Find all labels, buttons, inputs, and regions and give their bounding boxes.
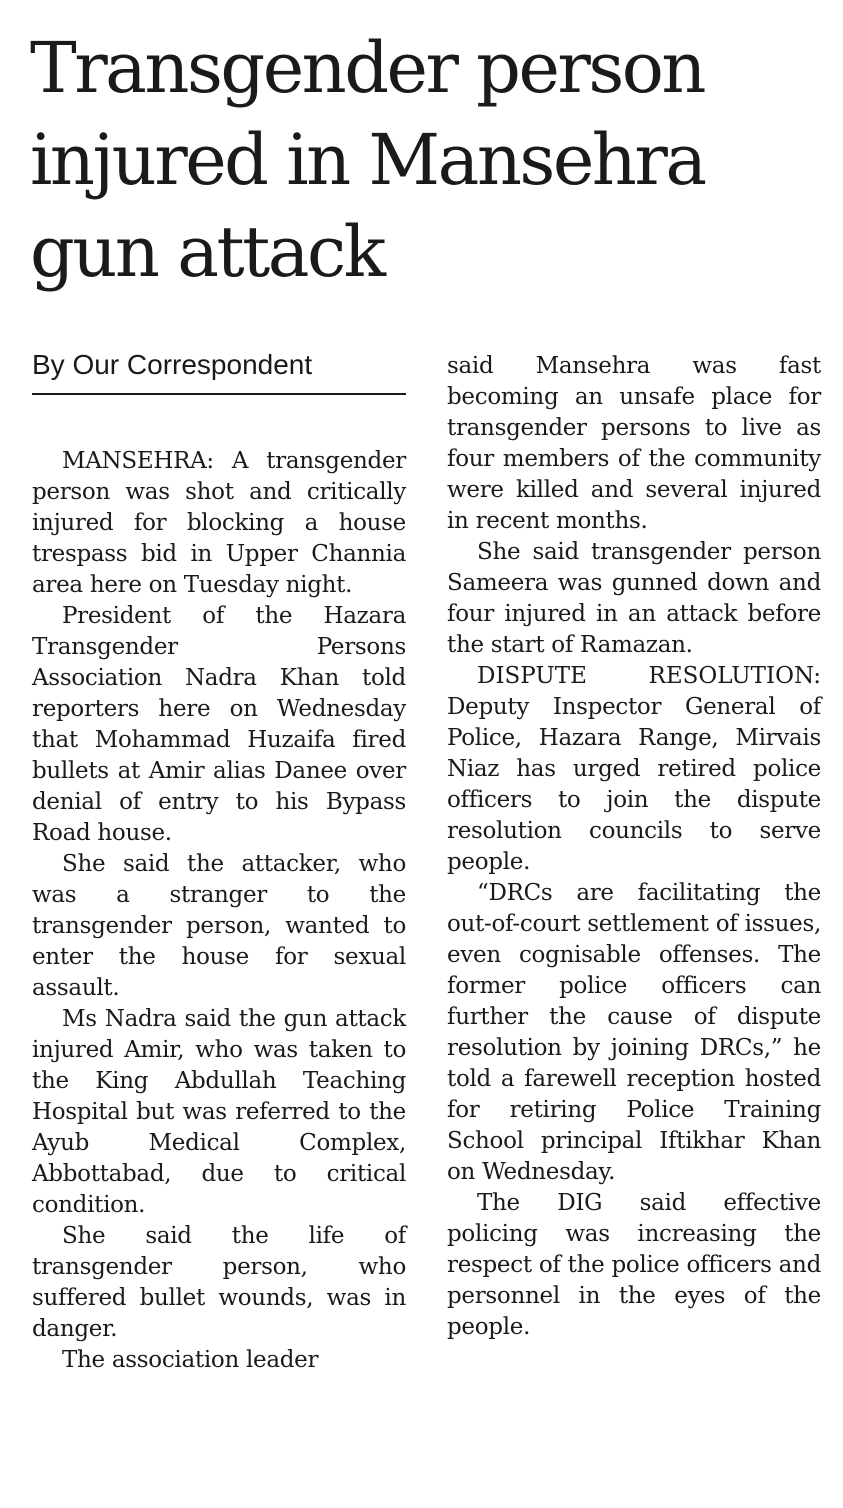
paragraph: Ms Nadra said the gun attack injured Amir, who was taken to the King Abdullah Teaching Hospital but was referred to the Ayub Medical Complex, Abbottabad, due to critical condition. — [32, 1006, 406, 1218]
paragraph: President of the Hazara Transgender Persons Association Nadra Khan told reporters here on Wednesday that Mohammad Huzaifa fired bullets at Amir alias Danee over denial of entry to his Bypass Road house. — [32, 603, 406, 846]
article-column-1 — [32, 446, 406, 1376]
paragraph: MANSEHRA: A transgender person was shot and critically injured for blocking a house trespass bid in Upper Channia area here on Tuesday night. — [32, 448, 406, 598]
paragraph: The association leader — [62, 1347, 319, 1373]
byline: By Our Correspondent — [32, 348, 406, 395]
paragraph: She said the life of transgender person, who suffered bullet wounds, was in danger. — [32, 1223, 406, 1342]
subhead-text: Deputy Inspector General of Police, Hazara Range, Mirvais Niaz has urged retired police officers to join the dispute resolution councils to serve people. — [447, 694, 821, 875]
paragraph-continuation: said Mansehra was fast becoming an unsafe place for transgender persons to live as four members of the community were killed and several injured in recent months. — [447, 353, 821, 534]
paragraph: “DRCs are facilitating the out-of-court settlement of issues, even cognisable offenses. The former police officers can further the cause of dispute resolution by joining DRCs,” he told a farewell reception hosted for retiring Police Training School principal Iftikhar Khan on Wednesday. — [447, 880, 821, 1185]
paragraph: She said transgender person Sameera was gunned down and four injured in an attack before the start of Ramazan. — [447, 539, 821, 658]
article-headline: Transgender person injured in Mansehra gun attack — [30, 27, 705, 293]
subhead-paragraph — [447, 661, 821, 878]
article-column-2 — [447, 351, 821, 1343]
subhead: DISPUTE RESOLUTION: — [477, 663, 821, 689]
paragraph: She said the attacker, who was a stranger to the transgender person, wanted to enter the house for sexual assault. — [32, 851, 406, 1001]
paragraph: The DIG said effective policing was increasing the respect of the police officers and personnel in the eyes of the people. — [447, 1190, 821, 1340]
